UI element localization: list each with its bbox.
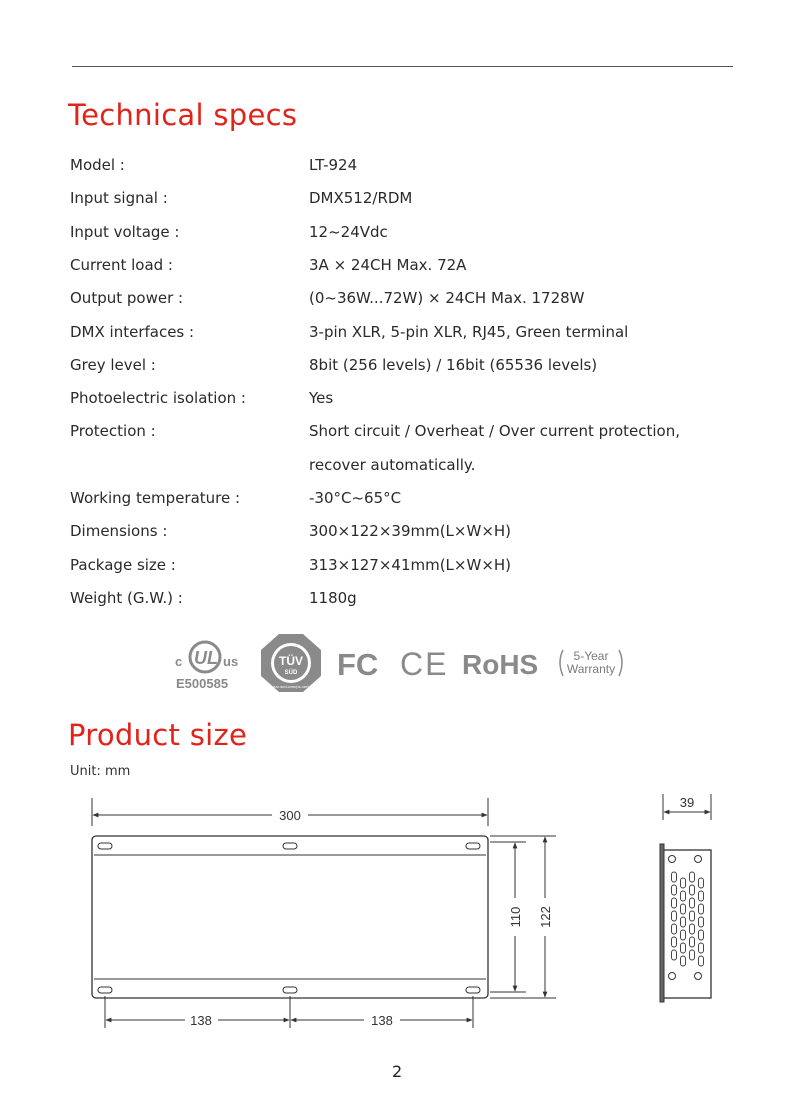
- ul-listed-logo: [172, 632, 248, 694]
- svg-text:E500585: E500585: [176, 676, 229, 691]
- spec-value: recover automatically.: [309, 455, 476, 474]
- spec-value: Short circuit / Overheat / Over current protection,: [309, 422, 681, 441]
- product-size-title: Product size: [68, 718, 248, 752]
- spec-row: [70, 419, 770, 443]
- spec-label: Current load :: [70, 255, 173, 274]
- top-rule: [72, 66, 733, 67]
- svg-text:TÜV: TÜV: [279, 654, 303, 668]
- spec-row: [70, 220, 770, 244]
- vent-slot: [690, 911, 695, 921]
- vent-slot: [699, 878, 704, 888]
- vent-slot: [681, 878, 686, 888]
- vent-slot: [699, 891, 704, 901]
- outer-width-label: 122: [538, 906, 553, 928]
- spec-value: 300×122×39mm(L×W×H): [309, 522, 512, 541]
- svg-text:tuv-sud.com/ps-cert: tuv-sud.com/ps-cert: [273, 684, 309, 689]
- spec-row: [70, 253, 770, 277]
- vent-slot: [681, 943, 686, 953]
- vent-slot: [672, 872, 677, 882]
- spec-label: Input voltage :: [70, 222, 180, 241]
- spec-label: Output power :: [70, 289, 184, 308]
- warranty-badge: [553, 632, 629, 694]
- page-number: 2: [392, 1062, 403, 1081]
- spec-row: [70, 386, 770, 410]
- vent-slot: [672, 924, 677, 934]
- spec-value: 1180g: [309, 588, 357, 607]
- spec-label: Model :: [70, 156, 125, 174]
- spec-value: 3-pin XLR, 5-pin XLR, RJ45, Green terminal: [309, 322, 629, 341]
- vent-slot: [681, 930, 686, 940]
- spec-value: 8bit (256 levels) / 16bit (65536 levels): [309, 355, 598, 374]
- spec-value: (0~36W...72W) × 24CH Max. 1728W: [309, 289, 585, 308]
- spec-label: Working temperature :: [70, 489, 241, 507]
- vent-slot: [672, 911, 677, 921]
- length-label: 300: [279, 808, 301, 823]
- svg-text:us: us: [223, 654, 239, 669]
- fcc-logo: [336, 632, 384, 694]
- spec-label: Grey level :: [70, 355, 156, 374]
- spec-label: DMX interfaces :: [70, 322, 195, 341]
- vent-slot: [690, 937, 695, 947]
- vent-slot: [699, 943, 704, 953]
- spec-row: [70, 519, 770, 543]
- vent-slot: [672, 937, 677, 947]
- spec-row: [70, 486, 770, 510]
- vent-slot: [681, 904, 686, 914]
- vent-slot: [690, 898, 695, 908]
- spec-row: [70, 553, 770, 577]
- vent-slot: [699, 904, 704, 914]
- spec-label: Package size :: [70, 555, 176, 574]
- hole-spacing-left-label: 138: [190, 1013, 212, 1028]
- svg-text:SÜD: SÜD: [284, 670, 298, 676]
- spec-value: 3A × 24CH Max. 72A: [309, 255, 467, 274]
- spec-row: [70, 286, 770, 310]
- spec-value: DMX512/RDM: [309, 189, 413, 208]
- unit-label: Unit: mm: [70, 764, 131, 779]
- vent-slot: [699, 956, 704, 966]
- vent-slot: [699, 917, 704, 927]
- vent-slot: [681, 956, 686, 966]
- spec-row: [70, 320, 770, 344]
- vent-slot: [672, 885, 677, 895]
- spec-label: Dimensions :: [70, 522, 168, 541]
- svg-text:5-Year: 5-Year: [573, 649, 609, 663]
- vent-slot: [681, 917, 686, 927]
- svg-text:Warranty: Warranty: [566, 662, 616, 676]
- spec-value: LT-924: [309, 156, 358, 174]
- ce-logo: [400, 632, 448, 694]
- spec-label: Protection :: [70, 422, 156, 441]
- spec-value: 12~24Vdc: [309, 222, 388, 241]
- svg-text:CE: CE: [400, 646, 448, 682]
- height-label: 39: [679, 795, 695, 810]
- vent-slot: [681, 891, 686, 901]
- spec-value: -30°C~65°C: [309, 489, 402, 507]
- rohs-logo: [460, 632, 544, 694]
- vent-slot: [690, 924, 695, 934]
- svg-text:FC: FC: [337, 647, 379, 682]
- svg-text:RoHS: RoHS: [462, 649, 539, 680]
- vent-slot: [672, 898, 677, 908]
- vent-slot: [690, 872, 695, 882]
- product-dimension-drawing: [0, 780, 800, 1050]
- spec-value: 313×127×41mm(L×W×H): [309, 555, 512, 574]
- spec-row: [70, 353, 770, 377]
- technical-specs-title: Technical specs: [68, 98, 298, 132]
- inner-width-label: 110: [508, 906, 523, 928]
- vent-slot: [672, 950, 677, 960]
- spec-row: [70, 153, 770, 177]
- vent-slot: [699, 930, 704, 940]
- vent-slot: [690, 885, 695, 895]
- svg-text:c: c: [175, 654, 183, 669]
- spec-label: Photoelectric isolation :: [70, 389, 246, 408]
- vent-slot: [690, 950, 695, 960]
- spec-row: [70, 186, 770, 210]
- spec-label: Weight (G.W.) :: [70, 588, 183, 607]
- hole-spacing-right-label: 138: [371, 1013, 393, 1028]
- spec-label: Input signal :: [70, 189, 168, 208]
- svg-text:UL: UL: [194, 648, 218, 668]
- spec-row: [70, 586, 770, 610]
- spec-row: [70, 453, 770, 477]
- spec-value: Yes: [309, 389, 334, 408]
- tuv-sud-logo: [259, 632, 323, 694]
